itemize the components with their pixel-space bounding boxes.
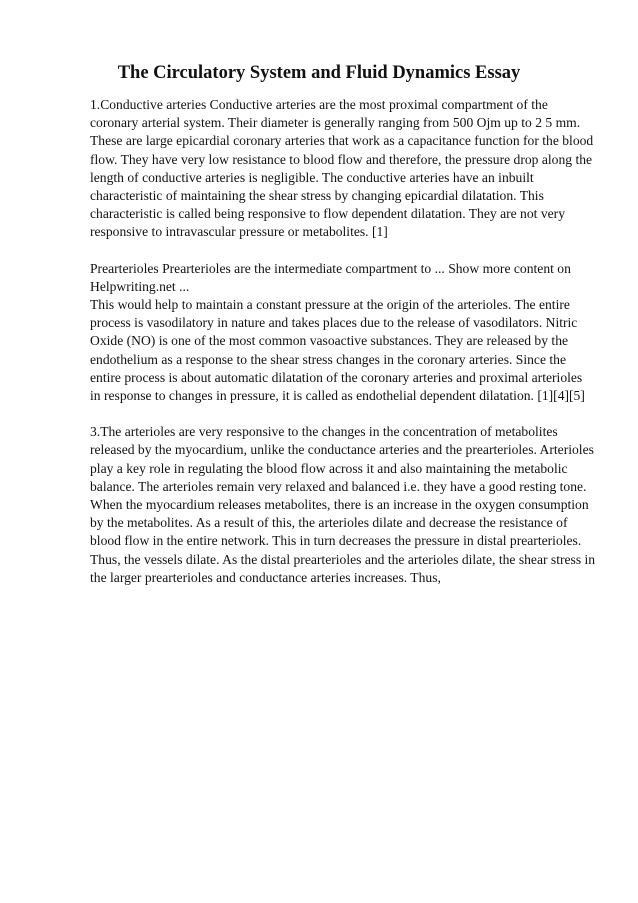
paragraph-arterioles: 3.The arterioles are very responsive to the changes in the concentration of metabolites released by the myocardium, unlike the conductance arteries and the prearterioles. Arterioles play a key role in regulating the blood flow across it and also maintaining the metabolic balance. The arterioles remain very relaxed and balanced i.e. they have a good resting tone. When the myocardium releases metabolites, there is an increase in the oxygen consumption by the metabolites. As a result of this, the arterioles dilate and decrease the resistance of blood flow in the entire network. This in turn decreases the pressure in distal prearterioles. Thus, the vessels dilate. As the distal prearterioles and the arterioles dilate, the shear stress in the larger prearterioles and conductance arteries increases. Thus, <box>90 424 596 585</box>
paragraph-vasodilation: This would help to maintain a constant pressure at the origin of the arterioles. The entire process is vasodilatory in nature and takes places due to the release of vasodilators. Nitric Oxide (NO) is one of the most common vasoactive substances. They are released by the endothelium as a response to the shear stress changes in the coronary arteries. Since the entire process is about automatic dilatation of the coronary arteries and proximal arterioles in response to changes in pressure, it is called as endothelial dependent dilatation. [1][4][5] <box>90 297 585 404</box>
paragraph-conductive-arteries: 1.Conductive arteries Conductive arteries are the most proximal compartment of the coronary arterial system. Their diameter is generally ranging from 500 Ojm up to 2 5 mm. These are large epicardial coronary arteries that work as a capacitance function for the blood flow. They have very low resistance to blood flow and therefore, the pressure drop along the length of conductive arteries is negligible. The conductive arteries have an inbuilt characteristic of maintaining the shear stress by changing epicardial dilatation. This characteristic is called being responsive to flow dependent dilatation. They are not very responsive to intravascular pressure or metabolites. [1] <box>90 97 594 240</box>
essay-title: The Circulatory System and Fluid Dynamics Essay <box>117 63 521 83</box>
essay-body <box>90 96 596 605</box>
paragraph-prearterioles-teaser: Prearterioles Prearterioles are the intermediate compartment to ... Show more content on Helpwriting.net ... <box>90 260 571 294</box>
